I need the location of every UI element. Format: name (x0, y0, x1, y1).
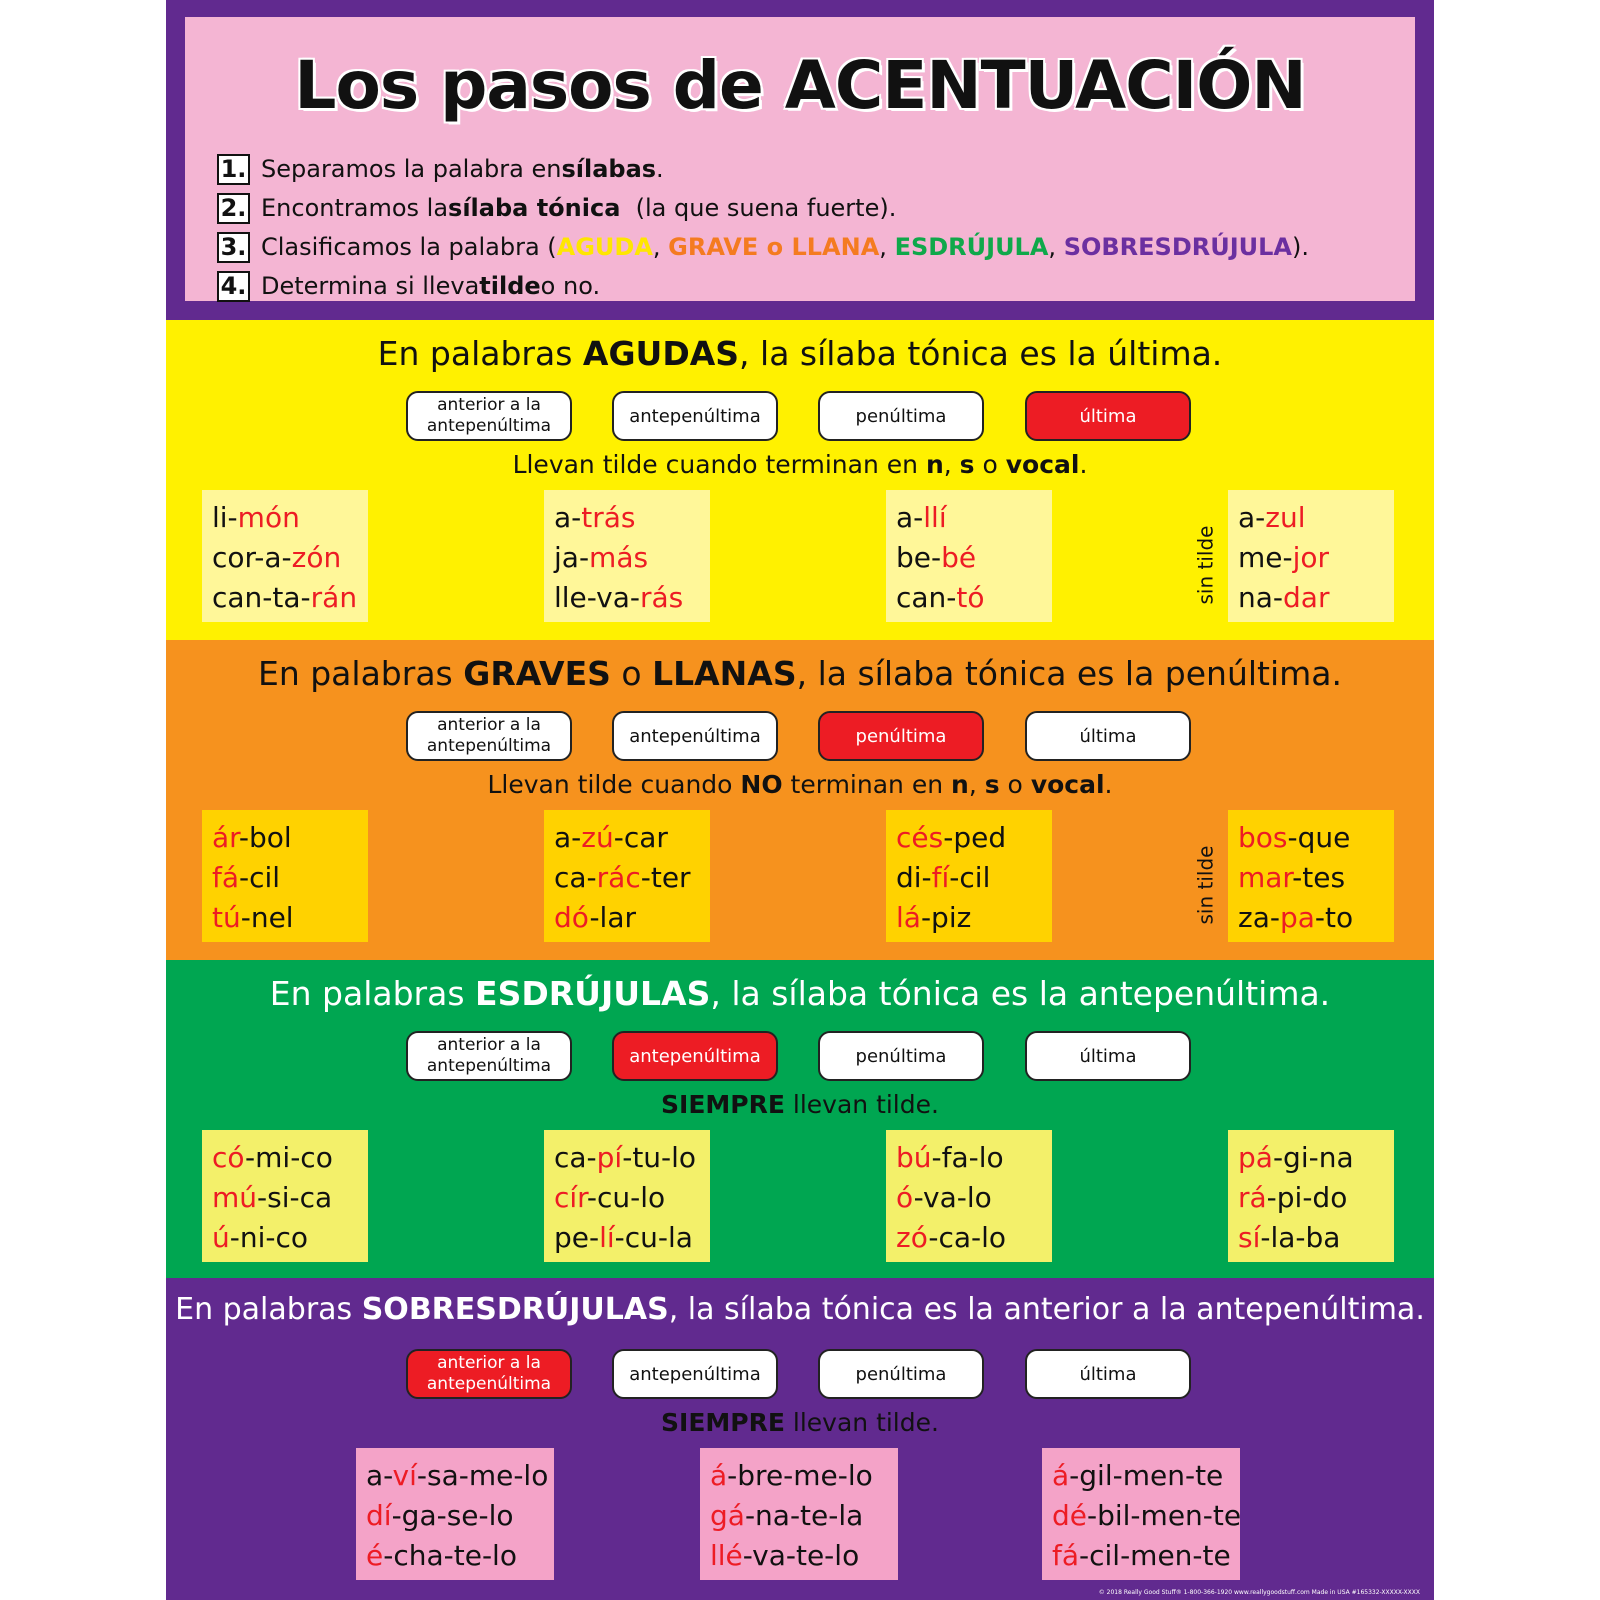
title-text: , la sílaba tónica es la anterior a la antepenúltima. (668, 1292, 1425, 1327)
syllable-plain: -tu-lo (622, 1141, 697, 1174)
rule-bold: n (925, 450, 944, 479)
word-box (886, 490, 1052, 622)
position-penultima: penúltima (818, 1349, 984, 1399)
title-text: o (610, 654, 653, 693)
syllable-stressed: é (366, 1539, 384, 1572)
syllable-plain: -cu-la (614, 1221, 693, 1254)
header-panel (185, 17, 1415, 301)
syllable-plain: -va-lo (913, 1181, 992, 1214)
syllable-plain: -lar (589, 901, 636, 934)
position-penultima: penúltima (818, 1031, 984, 1081)
rule-text: , (968, 770, 985, 799)
syllable-stressed: lá (896, 901, 921, 934)
title-keyword: LLANAS (652, 654, 797, 693)
rule-text: Llevan tilde cuando (487, 770, 741, 799)
syllable-plain: -va-te-lo (742, 1539, 860, 1572)
syllable-plain: za- (1238, 901, 1280, 934)
syllable-plain: -to (1314, 901, 1354, 934)
syllable-stressed: tó (956, 581, 985, 614)
step-3 (217, 230, 1309, 264)
footer-credits: © 2018 Really Good Stuff® 1-800-366-1920 www.reallygoodstuff.com Made in USA #165332-XXXXX-XXXX (1098, 1589, 1420, 1596)
syllable-word (212, 818, 358, 858)
syllable-stressed: mar (1238, 861, 1293, 894)
section-title (166, 334, 1434, 373)
syllable-plain: -bre-me-lo (727, 1459, 873, 1492)
syllable-stressed: jor (1292, 541, 1330, 574)
step-text: . (656, 155, 664, 183)
word-box (700, 1448, 898, 1580)
syllable-word (212, 578, 358, 618)
syllable-stressed: llí (923, 501, 947, 534)
syllable-plain: -na-te-la (744, 1499, 864, 1532)
position-antepenultima: antepenúltima (612, 1031, 778, 1081)
step-text: Separamos la palabra en (261, 155, 562, 183)
syllable-stressed: fá (212, 861, 240, 894)
position-antepenultima: antepenúltima (612, 711, 778, 761)
syllable-stressed: bú (896, 1141, 932, 1174)
step-text: Determina si lleva (261, 272, 480, 300)
syllable-plain: a- (554, 821, 582, 854)
step-number: 1. (217, 154, 250, 185)
syllable-plain: -cha-te-lo (383, 1539, 517, 1572)
syllable-word (554, 1218, 700, 1258)
rule-text: , (943, 450, 960, 479)
rule-text: llevan tilde. (784, 1090, 939, 1119)
syllable-word (1052, 1496, 1242, 1536)
syllable-stressed: rác (596, 861, 641, 894)
syllable-stressed: zú (581, 821, 614, 854)
step-text: o no. (540, 272, 601, 300)
pill-line: antepenúltima (426, 1056, 552, 1076)
position-antepenultima: antepenúltima (612, 1349, 778, 1399)
sin-tilde-text: sin tilde (1193, 525, 1217, 605)
syllable-word (1238, 1178, 1384, 1218)
title-keyword: AGUDAS (582, 334, 740, 373)
step-text: (la que suena fuerte). (620, 194, 897, 222)
syllable-word (212, 898, 358, 938)
syllable-word (212, 1138, 358, 1178)
syllable-plain: lle-va- (554, 581, 640, 614)
word-box (1228, 810, 1394, 942)
syllable-stressed: cír (554, 1181, 587, 1214)
syllable-word (1238, 498, 1384, 538)
position-anterior-antepenultima (406, 711, 572, 761)
syllable-word (896, 818, 1042, 858)
step-number: 3. (217, 232, 250, 263)
syllable-word (554, 818, 700, 858)
syllable-word (896, 578, 1042, 618)
step-bold: sílabas (561, 155, 657, 183)
syllable-plain: -cil-men-te (1079, 1539, 1231, 1572)
syllable-word (366, 1456, 549, 1496)
section-sobresdrujulas (166, 1278, 1434, 1600)
syllable-plain: -cu-lo (586, 1181, 666, 1214)
syllable-word (710, 1496, 888, 1536)
syllable-plain: -ca-lo (928, 1221, 1007, 1254)
syllable-word (1238, 898, 1384, 938)
syllable-word (1238, 858, 1384, 898)
rule-bold: n (951, 770, 969, 799)
position-penultima: penúltima (818, 391, 984, 441)
word-box (1042, 1448, 1240, 1580)
pill-line: anterior a la (437, 1353, 541, 1373)
syllable-stressed: rán (310, 581, 358, 614)
syllable-stressed: cés (896, 821, 944, 854)
title-keyword: ESDRÚJULAS (475, 974, 711, 1013)
rule-bold: vocal (1005, 450, 1080, 479)
syllable-stressed: dó (554, 901, 590, 934)
syllable-plain: -gi-na (1272, 1141, 1354, 1174)
syllable-stressed: fá (1052, 1539, 1080, 1572)
syllable-stressed: trás (581, 501, 636, 534)
step-text: , (879, 233, 895, 261)
syllable-stressed: món (237, 501, 300, 534)
syllable-word (554, 578, 700, 618)
syllable-word (366, 1496, 544, 1536)
position-anterior-antepenultima (406, 391, 572, 441)
syllable-word (366, 1536, 544, 1576)
title-text: , la sílaba tónica es la penúltima. (796, 654, 1343, 693)
syllable-plain: -car (613, 821, 668, 854)
label-sobresdrujula: SOBRESDRÚJULA (1063, 233, 1293, 261)
syllable-plain: ja- (554, 541, 590, 574)
syllable-word (212, 1178, 358, 1218)
section-rule (166, 770, 1434, 799)
syllable-plain: di- (896, 861, 932, 894)
syllable-stressed: ár (212, 821, 239, 854)
syllable-stressed: pí (596, 1141, 623, 1174)
syllable-plain: -pi-do (1266, 1181, 1348, 1214)
syllable-stressed: có (212, 1141, 246, 1174)
title-keyword: GRAVES (463, 654, 611, 693)
word-box (544, 1130, 710, 1262)
syllable-plain: a- (896, 501, 924, 534)
syllable-stressed: lí (599, 1221, 615, 1254)
pill-line: antepenúltima (426, 416, 552, 436)
syllable-plain: -fa-lo (931, 1141, 1004, 1174)
syllable-plain: me- (1238, 541, 1293, 574)
syllable-plain: ca- (554, 861, 597, 894)
step-text: Clasificamos la palabra ( (261, 233, 557, 261)
syllable-plain: -piz (920, 901, 972, 934)
syllable-stressed: dí (366, 1499, 392, 1532)
syllable-stressed: ó (896, 1181, 914, 1214)
syllable-plain: -que (1287, 821, 1351, 854)
syllable-word (554, 898, 700, 938)
syllable-word (710, 1536, 888, 1576)
syllable-plain: -bol (238, 821, 292, 854)
position-anterior-antepenultima (406, 1349, 572, 1399)
title-keyword: SOBRESDRÚJULAS (361, 1292, 669, 1327)
rule-bold: NO (740, 770, 783, 799)
rule-bold: s (984, 770, 1000, 799)
word-box (1228, 490, 1394, 622)
syllable-word (1238, 818, 1384, 858)
syllable-plain: can-ta- (212, 581, 311, 614)
syllable-plain: -bil-men-te (1087, 1499, 1242, 1532)
syllable-plain: -mi-co (245, 1141, 333, 1174)
label-grave: GRAVE o LLANA (668, 233, 880, 261)
word-box (202, 810, 368, 942)
syllable-stressed: á (710, 1459, 728, 1492)
rule-text: o (974, 450, 1006, 479)
syllable-word (896, 1178, 1042, 1218)
syllable-plain: ca- (554, 1141, 597, 1174)
rule-bold: vocal (1030, 770, 1105, 799)
syllable-word (896, 498, 1042, 538)
syllable-stressed: pá (1238, 1141, 1273, 1174)
title-text: En palabras (257, 654, 464, 693)
position-antepenultima: antepenúltima (612, 391, 778, 441)
syllable-stressed: fí (931, 861, 950, 894)
sin-tilde-label (1190, 520, 1220, 610)
step-bold: sílaba tónica (448, 194, 621, 222)
syllable-word (212, 1218, 358, 1258)
syllable-word (896, 858, 1042, 898)
syllable-plain: li- (212, 501, 238, 534)
section-rule (166, 1090, 1434, 1119)
syllable-stressed: zó (896, 1221, 929, 1254)
syllable-stressed: dé (1052, 1499, 1087, 1532)
step-number: 2. (217, 193, 250, 224)
section-title (166, 974, 1434, 1013)
syllable-stressed: á (1052, 1459, 1070, 1492)
syllable-plain: can- (896, 581, 957, 614)
rule-text: Llevan tilde cuando terminan en (512, 450, 926, 479)
word-box (886, 810, 1052, 942)
poster-title: Los pasos de ACENTUACIÓN (294, 47, 1306, 124)
label-aguda: AGUDA (556, 233, 653, 261)
syllable-word (554, 498, 700, 538)
position-ultima: última (1025, 1031, 1191, 1081)
syllable-plain: -sa-me-lo (416, 1459, 549, 1492)
rule-text: . (1079, 450, 1088, 479)
syllable-stressed: tú (212, 901, 241, 934)
section-title (166, 1292, 1434, 1327)
syllable-plain: -cil (949, 861, 991, 894)
pill-line: anterior a la (437, 1035, 541, 1055)
syllable-word (1238, 1218, 1384, 1258)
word-box (356, 1448, 554, 1580)
step-text: , (1048, 233, 1064, 261)
syllable-plain: a- (1238, 501, 1266, 534)
step-text: ). (1292, 233, 1310, 261)
syllable-word (554, 1138, 700, 1178)
syllable-word (1052, 1536, 1230, 1576)
syllable-plain: -cil (239, 861, 281, 894)
title-text: , la sílaba tónica es la antepenúltima. (710, 974, 1331, 1013)
rule-text: llevan tilde. (784, 1408, 939, 1437)
section-esdrujulas (166, 960, 1434, 1278)
section-title (166, 654, 1434, 693)
position-ultima: última (1025, 711, 1191, 761)
title-text: En palabras (175, 1292, 362, 1327)
pill-line: anterior a la (437, 395, 541, 415)
syllable-stressed: rás (639, 581, 684, 614)
title-text: En palabras (377, 334, 583, 373)
syllable-word (896, 1138, 1042, 1178)
pill-line: antepenúltima (426, 1374, 552, 1394)
syllable-plain: -tes (1292, 861, 1346, 894)
syllable-plain: -nel (240, 901, 294, 934)
syllable-word (212, 498, 358, 538)
syllable-word (896, 1218, 1042, 1258)
title-text: En palabras (269, 974, 476, 1013)
syllable-stressed: ví (392, 1459, 417, 1492)
syllable-word (1238, 578, 1384, 618)
syllable-word (896, 898, 1042, 938)
syllable-plain: -gil-men-te (1069, 1459, 1224, 1492)
syllable-word (896, 538, 1042, 578)
word-box (1228, 1130, 1394, 1262)
syllable-plain: na- (1238, 581, 1284, 614)
step-bold: tilde (479, 272, 541, 300)
sin-tilde-label (1190, 840, 1220, 930)
title-text: , la sílaba tónica es la última. (739, 334, 1223, 373)
syllable-stressed: zul (1265, 501, 1306, 534)
syllable-plain: -si-ca (257, 1181, 333, 1214)
syllable-stressed: pa (1279, 901, 1315, 934)
syllable-plain: a- (366, 1459, 393, 1492)
rule-bold: SIEMPRE (661, 1408, 785, 1437)
syllable-stressed: llé (710, 1539, 743, 1572)
position-ultima: última (1025, 1349, 1191, 1399)
rule-text: . (1104, 770, 1113, 799)
position-ultima: última (1025, 391, 1191, 441)
rule-bold: SIEMPRE (661, 1090, 785, 1119)
syllable-word (1052, 1456, 1230, 1496)
syllable-word (554, 1178, 700, 1218)
section-rule (166, 450, 1434, 479)
syllable-plain: cor-a- (212, 541, 292, 574)
rule-text: terminan en (782, 770, 951, 799)
step-2 (217, 191, 896, 225)
section-agudas (166, 320, 1434, 640)
pill-line: antepenúltima (426, 736, 552, 756)
rule-text: o (999, 770, 1031, 799)
section-rule (166, 1408, 1434, 1437)
word-box (202, 1130, 368, 1262)
syllable-word (710, 1456, 888, 1496)
word-box (886, 1130, 1052, 1262)
sin-tilde-text: sin tilde (1193, 845, 1217, 925)
syllable-stressed: bos (1238, 821, 1288, 854)
syllable-stressed: mú (212, 1181, 258, 1214)
syllable-plain: -la-ba (1260, 1221, 1341, 1254)
label-esdrujula: ESDRÚJULA (894, 233, 1049, 261)
syllable-plain: pe- (554, 1221, 600, 1254)
word-box (544, 810, 710, 942)
pill-line: anterior a la (437, 715, 541, 735)
rule-bold: s (959, 450, 975, 479)
syllable-stressed: ú (212, 1221, 230, 1254)
syllable-plain: -ga-se-lo (391, 1499, 514, 1532)
position-anterior-antepenultima (406, 1031, 572, 1081)
poster (166, 0, 1434, 1600)
step-text: , (652, 233, 669, 261)
syllable-word (212, 538, 358, 578)
syllable-word (554, 538, 700, 578)
step-number: 4. (217, 271, 250, 302)
syllable-plain: -ni-co (229, 1221, 309, 1254)
syllable-plain: -ped (943, 821, 1007, 854)
word-box (544, 490, 710, 622)
syllable-word (554, 858, 700, 898)
syllable-stressed: sí (1238, 1221, 1261, 1254)
word-box (202, 490, 368, 622)
syllable-stressed: dar (1283, 581, 1330, 614)
syllable-plain: be- (896, 541, 942, 574)
syllable-stressed: rá (1238, 1181, 1267, 1214)
section-graves (166, 640, 1434, 960)
step-1 (217, 152, 664, 186)
step-4 (217, 269, 600, 303)
syllable-stressed: zón (291, 541, 342, 574)
step-text: Encontramos la (261, 194, 449, 222)
syllable-stressed: bé (941, 541, 977, 574)
syllable-plain: a- (554, 501, 582, 534)
syllable-stressed: más (589, 541, 649, 574)
position-penultima: penúltima (818, 711, 984, 761)
syllable-word (1238, 538, 1384, 578)
syllable-stressed: gá (710, 1499, 745, 1532)
syllable-word (212, 858, 358, 898)
syllable-word (1238, 1138, 1384, 1178)
syllable-plain: -ter (640, 861, 691, 894)
